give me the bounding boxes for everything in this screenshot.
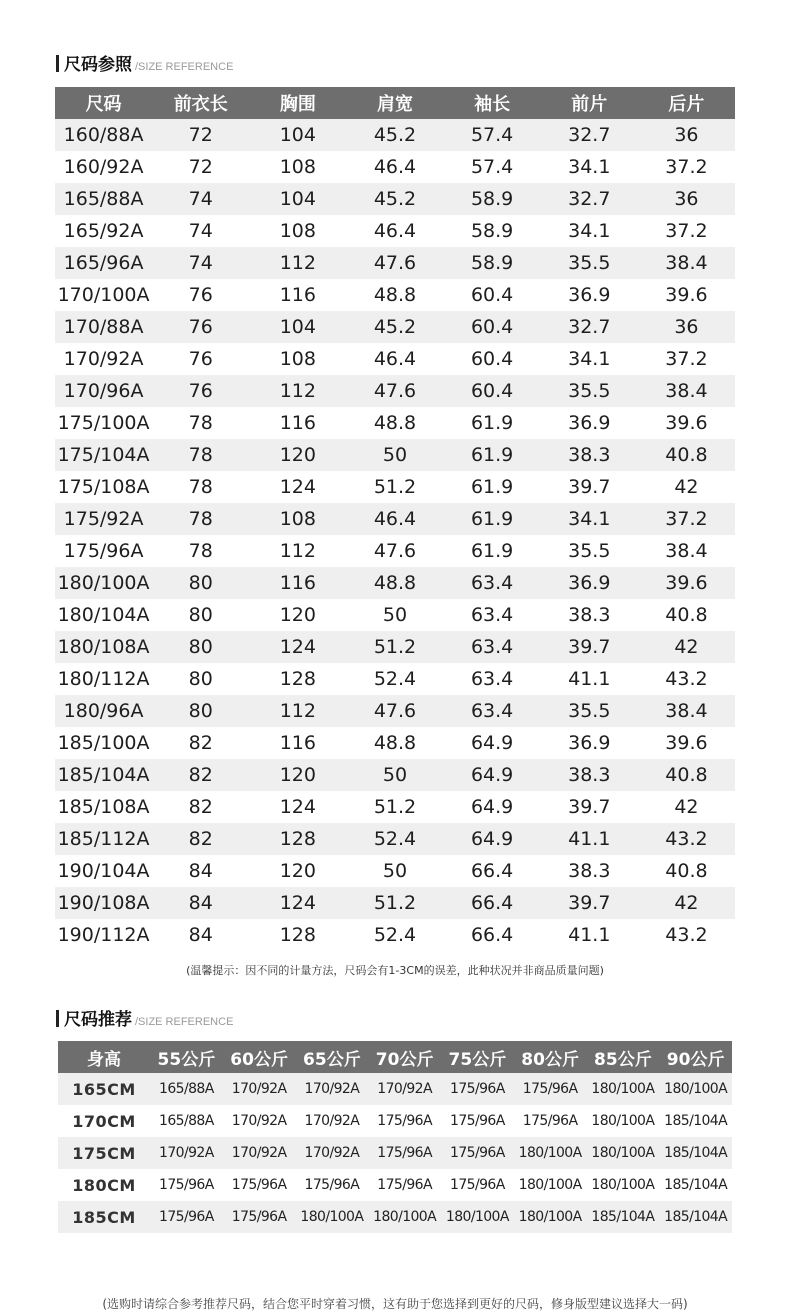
recommend-cell: 185CM <box>58 1201 150 1233</box>
size-cell: 66.4 <box>444 919 541 951</box>
size-cell: 180/100A <box>55 567 152 599</box>
size-cell: 42 <box>638 471 735 503</box>
recommend-cell: 180/100A <box>368 1201 441 1233</box>
size-header-cell: 前片 <box>541 87 638 119</box>
size-cell: 37.2 <box>638 503 735 535</box>
size-cell: 78 <box>152 503 249 535</box>
recommend-cell: 170/92A <box>223 1073 296 1105</box>
size-header-cell: 胸围 <box>249 87 346 119</box>
size-cell: 48.8 <box>346 727 443 759</box>
recommend-cell: 180/100A <box>514 1169 587 1201</box>
size-cell: 38.3 <box>541 439 638 471</box>
size-cell: 180/96A <box>55 695 152 727</box>
size-cell: 64.9 <box>444 759 541 791</box>
size-cell: 64.9 <box>444 823 541 855</box>
size-cell: 175/100A <box>55 407 152 439</box>
size-cell: 190/112A <box>55 919 152 951</box>
size-cell: 61.9 <box>444 439 541 471</box>
size-cell: 175/92A <box>55 503 152 535</box>
recommend-cell: 170/92A <box>223 1137 296 1169</box>
recommend-cell: 180/100A <box>296 1201 369 1233</box>
size-cell: 48.8 <box>346 279 443 311</box>
size-cell: 51.2 <box>346 791 443 823</box>
table-row <box>55 599 735 631</box>
size-cell: 47.6 <box>346 375 443 407</box>
size-cell: 47.6 <box>346 695 443 727</box>
size-cell: 42 <box>638 631 735 663</box>
recommend-cell: 175/96A <box>514 1105 587 1137</box>
recommend-cell: 170/92A <box>296 1105 369 1137</box>
table-row <box>55 535 735 567</box>
size-cell: 80 <box>152 695 249 727</box>
recommend-cell: 180/100A <box>659 1073 732 1105</box>
recommend-header-cell: 80公斤 <box>514 1041 587 1073</box>
size-cell: 120 <box>249 759 346 791</box>
size-cell: 78 <box>152 535 249 567</box>
size-cell: 36.9 <box>541 407 638 439</box>
table-row <box>55 855 735 887</box>
size-cell: 180/104A <box>55 599 152 631</box>
size-cell: 180/112A <box>55 663 152 695</box>
size-cell: 78 <box>152 471 249 503</box>
recommend-cell: 175/96A <box>441 1137 514 1169</box>
size-header-cell: 后片 <box>638 87 735 119</box>
size-cell: 78 <box>152 439 249 471</box>
table-row <box>55 791 735 823</box>
size-cell: 61.9 <box>444 407 541 439</box>
table-row <box>58 1137 732 1169</box>
size-cell: 128 <box>249 823 346 855</box>
size-cell: 66.4 <box>444 855 541 887</box>
table-row <box>55 823 735 855</box>
size-cell: 35.5 <box>541 247 638 279</box>
size-cell: 36 <box>638 119 735 151</box>
size-note: (温馨提示：因不同的计量方法，尺码会有1-3CM的误差，此种状况并非商品质量问题) <box>186 964 604 977</box>
size-cell: 170/88A <box>55 311 152 343</box>
table-row <box>55 695 735 727</box>
size-cell: 124 <box>249 471 346 503</box>
size-cell: 124 <box>249 631 346 663</box>
size-cell: 38.4 <box>638 695 735 727</box>
size-cell: 57.4 <box>444 119 541 151</box>
table-row <box>55 375 735 407</box>
size-cell: 34.1 <box>541 343 638 375</box>
recommend-cell: 175/96A <box>368 1169 441 1201</box>
size-cell: 43.2 <box>638 823 735 855</box>
size-cell: 82 <box>152 791 249 823</box>
size-cell: 45.2 <box>346 183 443 215</box>
size-header-cell: 前衣长 <box>152 87 249 119</box>
size-cell: 41.1 <box>541 919 638 951</box>
size-cell: 61.9 <box>444 471 541 503</box>
recommend-cell: 175/96A <box>514 1073 587 1105</box>
size-cell: 42 <box>638 887 735 919</box>
size-cell: 37.2 <box>638 151 735 183</box>
size-cell: 116 <box>249 279 346 311</box>
size-cell: 34.1 <box>541 215 638 247</box>
size-cell: 57.4 <box>444 151 541 183</box>
recommend-title-zh: 尺码推荐 <box>64 1010 132 1030</box>
size-cell: 50 <box>346 759 443 791</box>
table-row <box>55 919 735 951</box>
size-recommend-table <box>58 1041 732 1233</box>
recommend-cell: 180/100A <box>587 1105 660 1137</box>
size-cell: 37.2 <box>638 343 735 375</box>
size-cell: 108 <box>249 343 346 375</box>
recommend-cell: 180/100A <box>514 1137 587 1169</box>
recommend-section-title <box>56 1005 233 1030</box>
recommend-cell: 175/96A <box>441 1169 514 1201</box>
size-cell: 64.9 <box>444 791 541 823</box>
size-cell: 36.9 <box>541 727 638 759</box>
recommend-cell: 170/92A <box>296 1073 369 1105</box>
title-bar <box>56 1010 59 1027</box>
table-row <box>55 279 735 311</box>
size-cell: 165/96A <box>55 247 152 279</box>
recommend-cell: 185/104A <box>587 1201 660 1233</box>
size-cell: 116 <box>249 407 346 439</box>
recommend-cell: 185/104A <box>659 1201 732 1233</box>
recommend-header-cell: 60公斤 <box>223 1041 296 1073</box>
size-cell: 46.4 <box>346 215 443 247</box>
size-cell: 58.9 <box>444 247 541 279</box>
size-cell: 108 <box>249 503 346 535</box>
size-cell: 175/104A <box>55 439 152 471</box>
size-cell: 104 <box>249 311 346 343</box>
size-cell: 38.4 <box>638 247 735 279</box>
size-cell: 34.1 <box>541 151 638 183</box>
size-cell: 84 <box>152 919 249 951</box>
recommend-cell: 175/96A <box>223 1169 296 1201</box>
size-cell: 45.2 <box>346 119 443 151</box>
size-cell: 40.8 <box>638 439 735 471</box>
size-cell: 50 <box>346 599 443 631</box>
table-row <box>58 1169 732 1201</box>
size-cell: 160/92A <box>55 151 152 183</box>
size-cell: 76 <box>152 279 249 311</box>
size-cell: 48.8 <box>346 567 443 599</box>
recommend-cell: 170/92A <box>296 1137 369 1169</box>
size-cell: 128 <box>249 663 346 695</box>
recommend-cell: 175/96A <box>150 1169 223 1201</box>
size-cell: 45.2 <box>346 311 443 343</box>
recommend-cell: 175/96A <box>150 1201 223 1233</box>
recommend-cell: 180/100A <box>587 1137 660 1169</box>
table-row <box>55 887 735 919</box>
recommend-cell: 165CM <box>58 1073 150 1105</box>
size-cell: 34.1 <box>541 503 638 535</box>
recommend-cell: 180/100A <box>441 1201 514 1233</box>
size-cell: 50 <box>346 855 443 887</box>
size-cell: 175/108A <box>55 471 152 503</box>
size-cell: 40.8 <box>638 599 735 631</box>
size-cell: 170/92A <box>55 343 152 375</box>
size-cell: 104 <box>249 119 346 151</box>
title-bar <box>56 55 59 72</box>
recommend-cell: 165/88A <box>150 1073 223 1105</box>
size-cell: 39.6 <box>638 407 735 439</box>
size-cell: 74 <box>152 247 249 279</box>
recommend-cell: 170/92A <box>223 1105 296 1137</box>
size-header-cell: 尺码 <box>55 87 152 119</box>
size-cell: 52.4 <box>346 663 443 695</box>
size-cell: 108 <box>249 215 346 247</box>
table-row <box>58 1105 732 1137</box>
size-cell: 38.4 <box>638 535 735 567</box>
size-cell: 165/88A <box>55 183 152 215</box>
size-cell: 112 <box>249 247 346 279</box>
size-cell: 128 <box>249 919 346 951</box>
table-row <box>55 343 735 375</box>
size-cell: 36.9 <box>541 279 638 311</box>
size-cell: 80 <box>152 567 249 599</box>
size-cell: 39.7 <box>541 631 638 663</box>
size-cell: 66.4 <box>444 887 541 919</box>
recommend-cell: 175CM <box>58 1137 150 1169</box>
size-cell: 47.6 <box>346 247 443 279</box>
size-title-zh: 尺码参照 <box>64 55 132 75</box>
size-cell: 36 <box>638 311 735 343</box>
size-cell: 58.9 <box>444 215 541 247</box>
recommend-cell: 175/96A <box>368 1105 441 1137</box>
size-cell: 43.2 <box>638 663 735 695</box>
size-cell: 63.4 <box>444 663 541 695</box>
size-header-cell: 肩宽 <box>346 87 443 119</box>
size-cell: 32.7 <box>541 311 638 343</box>
size-cell: 160/88A <box>55 119 152 151</box>
size-cell: 64.9 <box>444 727 541 759</box>
size-cell: 39.7 <box>541 887 638 919</box>
size-cell: 120 <box>249 599 346 631</box>
size-cell: 61.9 <box>444 503 541 535</box>
size-cell: 52.4 <box>346 919 443 951</box>
recommend-cell: 170/92A <box>150 1137 223 1169</box>
size-cell: 51.2 <box>346 887 443 919</box>
table-row <box>55 215 735 247</box>
size-cell: 74 <box>152 215 249 247</box>
recommend-table-header <box>58 1041 732 1073</box>
size-cell: 40.8 <box>638 759 735 791</box>
size-cell: 60.4 <box>444 279 541 311</box>
size-cell: 80 <box>152 599 249 631</box>
recommend-cell: 175/96A <box>223 1201 296 1233</box>
size-cell: 47.6 <box>346 535 443 567</box>
size-cell: 58.9 <box>444 183 541 215</box>
size-cell: 60.4 <box>444 343 541 375</box>
recommend-table-body <box>58 1073 732 1233</box>
size-cell: 32.7 <box>541 183 638 215</box>
size-cell: 78 <box>152 407 249 439</box>
table-row <box>55 471 735 503</box>
size-cell: 46.4 <box>346 503 443 535</box>
size-cell: 39.6 <box>638 727 735 759</box>
size-cell: 112 <box>249 375 346 407</box>
size-cell: 84 <box>152 887 249 919</box>
size-cell: 165/92A <box>55 215 152 247</box>
recommend-header-cell: 70公斤 <box>368 1041 441 1073</box>
size-table-body <box>55 119 735 951</box>
recommend-cell: 175/96A <box>441 1073 514 1105</box>
size-cell: 76 <box>152 311 249 343</box>
size-cell: 116 <box>249 727 346 759</box>
size-header-cell: 袖长 <box>444 87 541 119</box>
recommend-cell: 165/88A <box>150 1105 223 1137</box>
size-cell: 41.1 <box>541 823 638 855</box>
size-cell: 46.4 <box>346 151 443 183</box>
size-cell: 175/96A <box>55 535 152 567</box>
size-cell: 82 <box>152 759 249 791</box>
recommend-header-cell: 55公斤 <box>150 1041 223 1073</box>
recommend-header-cell: 65公斤 <box>296 1041 369 1073</box>
size-cell: 185/112A <box>55 823 152 855</box>
size-cell: 84 <box>152 855 249 887</box>
size-cell: 43.2 <box>638 919 735 951</box>
size-cell: 190/108A <box>55 887 152 919</box>
size-cell: 112 <box>249 695 346 727</box>
size-cell: 72 <box>152 119 249 151</box>
size-cell: 35.5 <box>541 695 638 727</box>
size-cell: 63.4 <box>444 695 541 727</box>
table-row <box>55 151 735 183</box>
size-cell: 50 <box>346 439 443 471</box>
size-cell: 60.4 <box>444 375 541 407</box>
size-cell: 76 <box>152 375 249 407</box>
table-row <box>55 247 735 279</box>
size-cell: 52.4 <box>346 823 443 855</box>
size-cell: 39.7 <box>541 791 638 823</box>
size-section-title <box>56 50 233 75</box>
size-cell: 32.7 <box>541 119 638 151</box>
size-cell: 38.3 <box>541 855 638 887</box>
size-cell: 116 <box>249 567 346 599</box>
size-cell: 80 <box>152 631 249 663</box>
table-row <box>58 1073 732 1105</box>
size-cell: 42 <box>638 791 735 823</box>
recommend-cell: 170/92A <box>368 1073 441 1105</box>
size-cell: 124 <box>249 887 346 919</box>
table-row <box>55 727 735 759</box>
table-row <box>55 439 735 471</box>
table-row <box>58 1201 732 1233</box>
recommend-header-cell: 身高 <box>58 1041 150 1073</box>
size-cell: 185/100A <box>55 727 152 759</box>
size-cell: 46.4 <box>346 343 443 375</box>
size-reference-table <box>55 87 735 951</box>
size-cell: 37.2 <box>638 215 735 247</box>
recommend-header-cell: 90公斤 <box>659 1041 732 1073</box>
size-cell: 82 <box>152 823 249 855</box>
size-cell: 190/104A <box>55 855 152 887</box>
size-cell: 120 <box>249 439 346 471</box>
size-cell: 60.4 <box>444 311 541 343</box>
size-cell: 120 <box>249 855 346 887</box>
size-cell: 80 <box>152 663 249 695</box>
size-cell: 39.6 <box>638 567 735 599</box>
size-cell: 185/104A <box>55 759 152 791</box>
recommend-cell: 180/100A <box>587 1169 660 1201</box>
size-cell: 124 <box>249 791 346 823</box>
table-row <box>55 759 735 791</box>
size-cell: 112 <box>249 535 346 567</box>
recommend-cell: 175/96A <box>296 1169 369 1201</box>
recommend-cell: 175/96A <box>441 1105 514 1137</box>
table-row <box>55 631 735 663</box>
size-cell: 36.9 <box>541 567 638 599</box>
recommend-cell: 175/96A <box>368 1137 441 1169</box>
table-row <box>55 119 735 151</box>
recommend-title-en: /SIZE REFERENCE <box>135 1016 234 1028</box>
size-title-en: /SIZE REFERENCE <box>135 61 234 73</box>
recommend-header-cell: 75公斤 <box>441 1041 514 1073</box>
recommend-cell: 185/104A <box>659 1169 732 1201</box>
table-row <box>55 503 735 535</box>
size-cell: 36 <box>638 183 735 215</box>
recommend-header-cell: 85公斤 <box>587 1041 660 1073</box>
size-cell: 63.4 <box>444 567 541 599</box>
table-row <box>55 663 735 695</box>
table-row <box>55 567 735 599</box>
size-cell: 39.7 <box>541 471 638 503</box>
table-row <box>55 311 735 343</box>
size-cell: 41.1 <box>541 663 638 695</box>
size-cell: 180/108A <box>55 631 152 663</box>
size-cell: 38.4 <box>638 375 735 407</box>
size-table-header <box>55 87 735 119</box>
recommend-cell: 180/100A <box>587 1073 660 1105</box>
table-row <box>55 407 735 439</box>
size-cell: 76 <box>152 343 249 375</box>
size-cell: 185/108A <box>55 791 152 823</box>
size-cell: 51.2 <box>346 631 443 663</box>
size-cell: 72 <box>152 151 249 183</box>
size-cell: 82 <box>152 727 249 759</box>
recommend-cell: 180CM <box>58 1169 150 1201</box>
recommend-cell: 170CM <box>58 1105 150 1137</box>
size-cell: 35.5 <box>541 535 638 567</box>
recommend-cell: 180/100A <box>514 1201 587 1233</box>
size-cell: 38.3 <box>541 759 638 791</box>
recommend-cell: 185/104A <box>659 1137 732 1169</box>
table-row <box>55 183 735 215</box>
size-cell: 35.5 <box>541 375 638 407</box>
size-cell: 170/96A <box>55 375 152 407</box>
size-cell: 40.8 <box>638 855 735 887</box>
size-cell: 63.4 <box>444 599 541 631</box>
size-cell: 104 <box>249 183 346 215</box>
size-cell: 48.8 <box>346 407 443 439</box>
size-cell: 63.4 <box>444 631 541 663</box>
size-cell: 61.9 <box>444 535 541 567</box>
size-cell: 108 <box>249 151 346 183</box>
size-cell: 39.6 <box>638 279 735 311</box>
recommend-cell: 185/104A <box>659 1105 732 1137</box>
size-cell: 51.2 <box>346 471 443 503</box>
size-cell: 74 <box>152 183 249 215</box>
size-cell: 170/100A <box>55 279 152 311</box>
footer-note: (选购时请综合参考推荐尺码，结合您平时穿着习惯，这有助于您选择到更好的尺码，修身版型建议选择大一码) <box>102 1297 688 1311</box>
size-cell: 38.3 <box>541 599 638 631</box>
